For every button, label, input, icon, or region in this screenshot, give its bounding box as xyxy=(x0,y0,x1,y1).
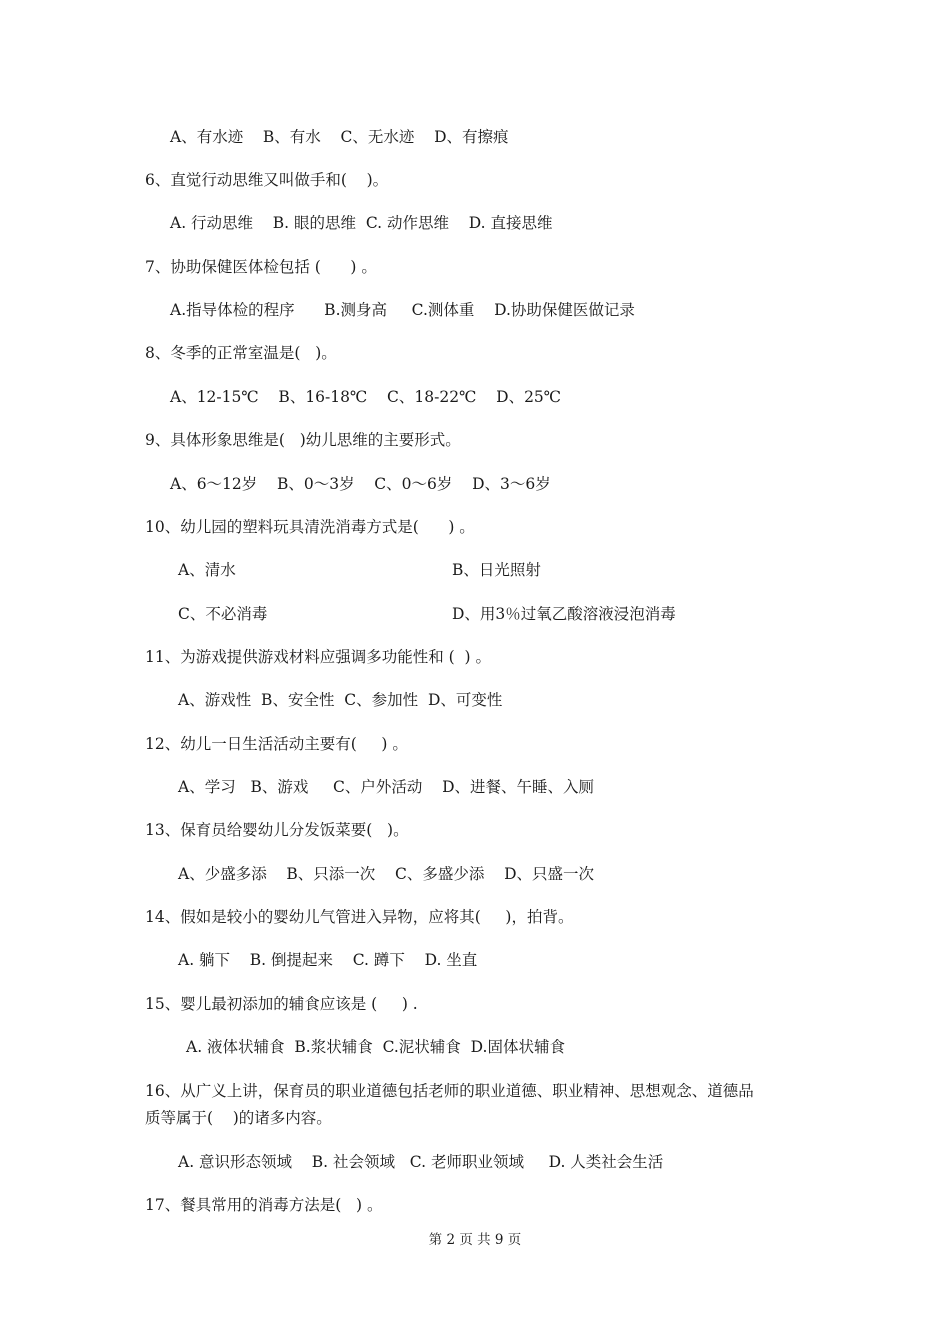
q7-options: A.指导体检的程序 B.测身高 C.测体重 D.协助保健医做记录 xyxy=(170,301,635,319)
question-12: 12、幼儿一日生活活动主要有( ) 。 xyxy=(145,735,408,753)
question-15: 15、婴儿最初添加的辅食应该是 ( ) . xyxy=(145,995,418,1013)
q14-options: A. 躺下 B. 倒提起来 C. 蹲下 D. 坐直 xyxy=(178,951,478,969)
q5-options: A、有水迹 B、有水 C、无水迹 D、有擦痕 xyxy=(170,128,509,146)
q10-option-d: D、用3％过氧乙酸溶液浸泡消毒 xyxy=(452,605,676,623)
q6-options: A. 行动思维 B. 眼的思维 C. 动作思维 D. 直接思维 xyxy=(170,214,553,232)
q10-option-b: B、日光照射 xyxy=(452,561,541,579)
question-13: 13、保育员给婴幼儿分发饭菜要( )。 xyxy=(145,821,409,839)
q10-option-a: A、清水 xyxy=(178,561,236,579)
question-8: 8、冬季的正常室温是( )。 xyxy=(145,344,337,362)
question-16-line-2: 质等属于( )的诸多内容。 xyxy=(145,1109,332,1127)
q9-options: A、6～12岁 B、0～3岁 C、0～6岁 D、3～6岁 xyxy=(170,475,551,493)
q16-options: A. 意识形态领域 B. 社会领域 C. 老师职业领域 D. 人类社会生活 xyxy=(178,1153,664,1171)
question-17: 17、餐具常用的消毒方法是( ) 。 xyxy=(145,1196,383,1214)
q10-option-c: C、不必消毒 xyxy=(178,605,268,623)
q15-options: A. 液体状辅食 B.浆状辅食 C.泥状辅食 D.固体状辅食 xyxy=(186,1038,565,1056)
question-7: 7、协助保健医体检包括 ( ) 。 xyxy=(145,258,377,276)
q8-options: A、12-15℃ B、16-18℃ C、18-22℃ D、25℃ xyxy=(170,388,562,406)
q11-options: A、游戏性 B、安全性 C、参加性 D、可变性 xyxy=(178,691,503,709)
q12-options: A、学习 B、游戏 C、户外活动 D、进餐、午睡、入厕 xyxy=(178,778,594,796)
page-footer: 第 2 页 共 9 页 xyxy=(428,1232,522,1248)
question-10: 10、幼儿园的塑料玩具清洗消毒方式是( ) 。 xyxy=(145,518,475,536)
question-9: 9、具体形象思维是( )幼儿思维的主要形式。 xyxy=(145,431,461,449)
question-6: 6、直觉行动思维又叫做手和( )。 xyxy=(145,171,389,189)
q13-options: A、少盛多添 B、只添一次 C、多盛少添 D、只盛一次 xyxy=(178,865,594,883)
question-11: 11、为游戏提供游戏材料应强调多功能性和 ( ) 。 xyxy=(145,648,492,666)
question-14: 14、假如是较小的婴幼儿气管进入异物，应将其( )，拍背。 xyxy=(145,908,574,926)
question-16-line-1: 16、从广义上讲，保育员的职业道德包括老师的职业道德、职业精神、思想观念、道德品 xyxy=(145,1082,754,1100)
